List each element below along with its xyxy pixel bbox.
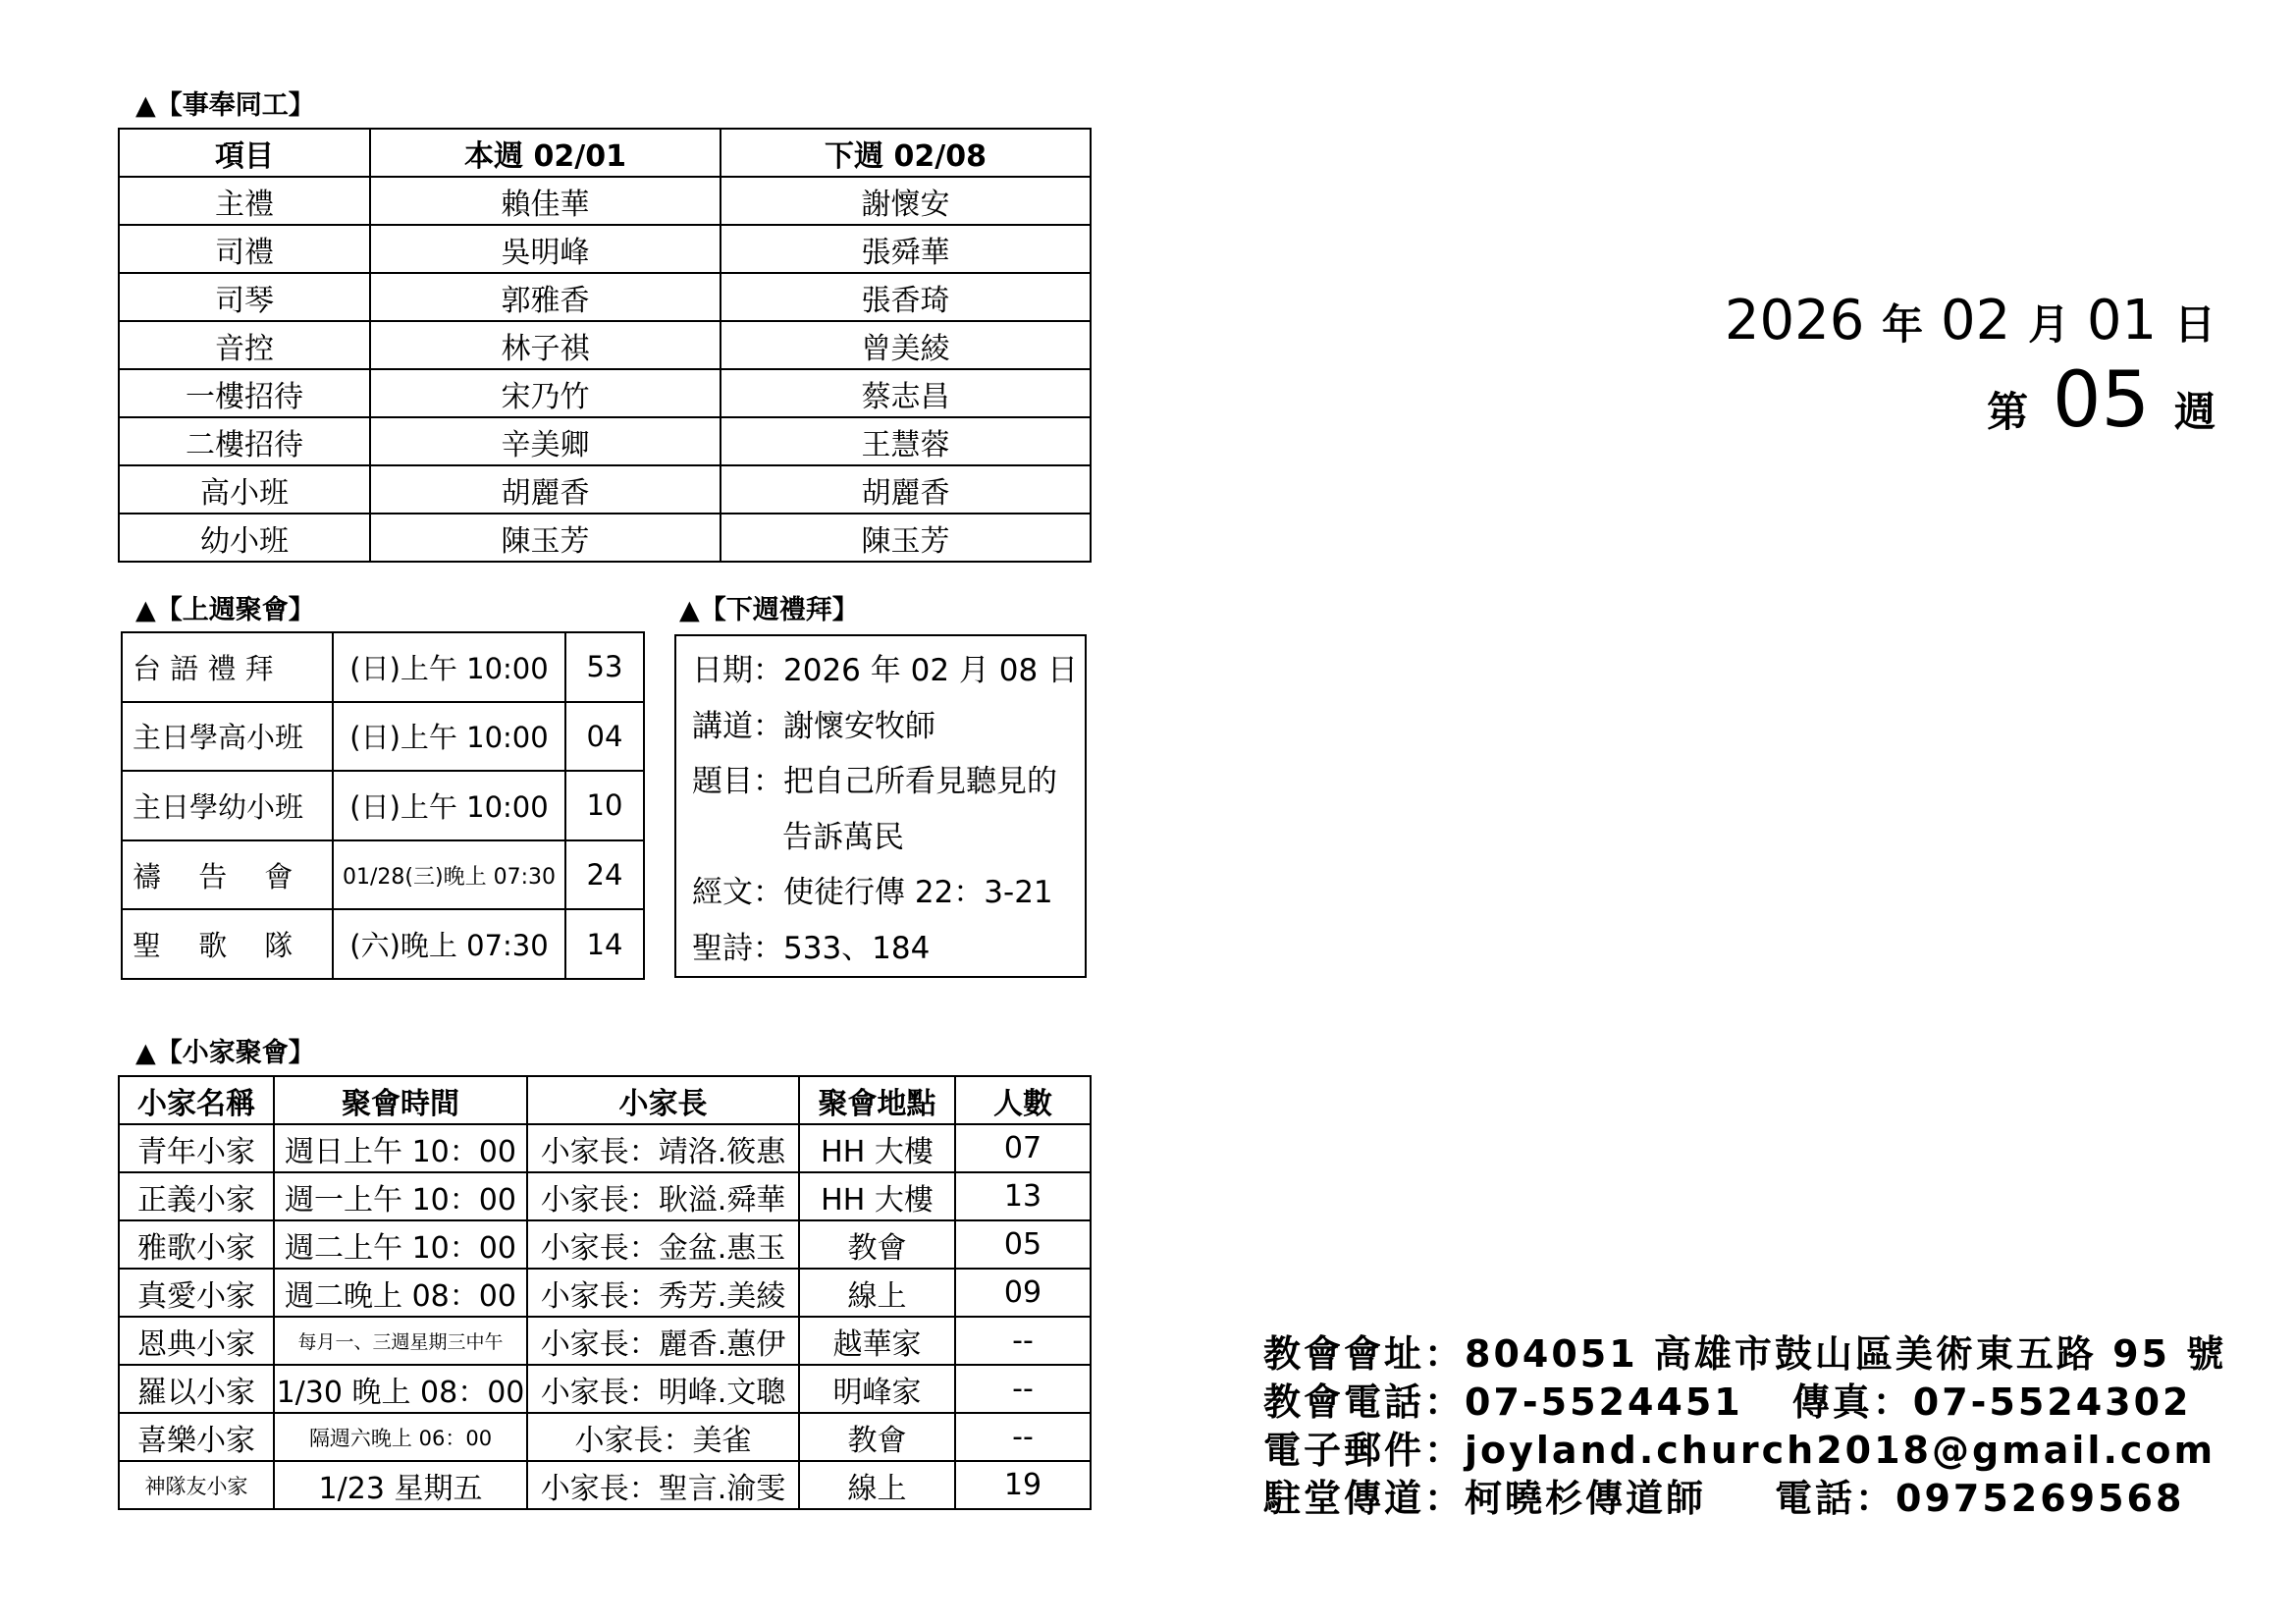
this-week-cell: 陳玉芳	[370, 514, 721, 562]
table-row	[119, 273, 1091, 321]
table-row	[122, 771, 644, 840]
next-week-box	[674, 634, 1087, 978]
group-time-cell: 每月一、三週星期三中午	[274, 1317, 527, 1365]
phone-fax-line	[1263, 1379, 2226, 1427]
group-location-cell: 明峰家	[799, 1365, 955, 1413]
this-week-cell: 宋乃竹	[370, 369, 721, 417]
day-value: 01	[2086, 289, 2158, 352]
table-row	[119, 1124, 1091, 1172]
meeting-time-cell: (日)上午 10:00	[333, 632, 565, 702]
group-location-cell: HH 大樓	[799, 1172, 955, 1220]
staff-section-title: ▲【事奉同工】	[135, 90, 315, 121]
table-row	[119, 321, 1091, 369]
table-row	[122, 702, 644, 772]
last-week-table	[121, 631, 645, 980]
role-cell: 主禮	[119, 177, 370, 225]
evangelist-line	[1263, 1475, 2226, 1523]
meeting-time-cell: (六)晚上 07:30	[333, 909, 565, 979]
evangelist-phone: 電話：0975269568	[1775, 1477, 2185, 1520]
meeting-name-cell: 禱 告 會	[122, 840, 333, 910]
attendance-cell: 04	[565, 702, 644, 772]
staff-table	[118, 128, 1092, 563]
role-cell: 音控	[119, 321, 370, 369]
next-week-cell: 蔡志昌	[721, 369, 1091, 417]
group-leader-cell: 小家長：麗香.蕙伊	[527, 1317, 799, 1365]
week-prefix: 第	[1987, 388, 2029, 436]
day-unit: 日	[2173, 300, 2216, 349]
next-week-cell: 胡麗香	[721, 465, 1091, 514]
table-row	[119, 1269, 1091, 1317]
group-name-cell: 青年小家	[119, 1124, 274, 1172]
this-week-cell: 賴佳華	[370, 177, 721, 225]
group-count-cell: 19	[955, 1461, 1091, 1509]
role-cell: 高小班	[119, 465, 370, 514]
table-row	[122, 909, 644, 979]
group-time-cell: 週二上午 10：00	[274, 1220, 527, 1269]
group-leader-cell: 小家長：聖言.渝雯	[527, 1461, 799, 1509]
group-time-cell: 週二晚上 08：00	[274, 1269, 527, 1317]
week-value: 05	[2052, 356, 2151, 445]
church-email: 電子郵件：joyland.church2018@gmail.com	[1263, 1429, 2216, 1472]
meeting-name-cell: 台 語 禮 拜	[122, 632, 333, 702]
next-week-topic-continued: 告訴萬民	[782, 819, 904, 855]
groups-section-title: ▲【小家聚會】	[135, 1038, 315, 1068]
group-leader-cell: 小家長：靖洛.筱惠	[527, 1124, 799, 1172]
next-week-date: 日期：2026 年 02 月 08 日	[692, 653, 1079, 688]
next-week-cell: 曾美綾	[721, 321, 1091, 369]
attendance-cell: 10	[565, 771, 644, 840]
next-week-topic: 題目：把自己所看見聽見的	[692, 764, 1057, 799]
table-row	[119, 1413, 1091, 1461]
group-location-cell: 線上	[799, 1461, 955, 1509]
next-week-cell: 王慧蓉	[721, 417, 1091, 465]
bulletin-week-line	[1725, 356, 2216, 452]
group-leader-cell: 小家長：金盆.惠玉	[527, 1220, 799, 1269]
group-count-cell: 09	[955, 1269, 1091, 1317]
group-location-cell: 線上	[799, 1269, 955, 1317]
this-week-cell: 胡麗香	[370, 465, 721, 514]
header-cell: 聚會時間	[274, 1076, 527, 1124]
header-cell: 小家名稱	[119, 1076, 274, 1124]
meeting-name-cell: 主日學幼小班	[122, 771, 333, 840]
year-value: 2026	[1724, 289, 1865, 352]
table-row	[122, 840, 644, 910]
group-count-cell: --	[955, 1317, 1091, 1365]
role-cell: 司禮	[119, 225, 370, 273]
group-name-cell: 雅歌小家	[119, 1220, 274, 1269]
table-row	[119, 465, 1091, 514]
table-header-row	[119, 129, 1091, 177]
week-unit: 週	[2173, 388, 2216, 436]
year-unit: 年	[1882, 300, 1924, 349]
table-header-row	[119, 1076, 1091, 1124]
role-cell: 一樓招待	[119, 369, 370, 417]
church-fax: 傳真：07-5524302	[1791, 1380, 2192, 1424]
group-location-cell: 越華家	[799, 1317, 955, 1365]
next-week-section-title: ▲【下週禮拜】	[679, 595, 859, 625]
header-cell: 本週 02/01	[370, 129, 721, 177]
group-name-cell: 真愛小家	[119, 1269, 274, 1317]
group-leader-cell: 小家長：明峰.文聰	[527, 1365, 799, 1413]
table-row	[119, 225, 1091, 273]
role-cell: 二樓招待	[119, 417, 370, 465]
bulletin-date-line	[1725, 285, 2216, 361]
group-name-cell: 正義小家	[119, 1172, 274, 1220]
this-week-cell: 辛美卿	[370, 417, 721, 465]
bulletin-date	[1725, 285, 2216, 452]
group-location-cell: 教會	[799, 1220, 955, 1269]
attendance-cell: 14	[565, 909, 644, 979]
this-week-cell: 郭雅香	[370, 273, 721, 321]
month-unit: 月	[2028, 300, 2070, 349]
group-time-cell: 1/23 星期五	[274, 1461, 527, 1509]
next-week-scripture: 經文：使徒行傳 22：3-21	[692, 875, 1053, 910]
group-count-cell: 05	[955, 1220, 1091, 1269]
group-leader-cell: 小家長：秀芳.美綾	[527, 1269, 799, 1317]
group-name-cell: 神隊友小家	[119, 1461, 274, 1509]
last-week-section-title: ▲【上週聚會】	[135, 595, 315, 625]
meeting-time-cell: (日)上午 10:00	[333, 702, 565, 772]
attendance-cell: 24	[565, 840, 644, 910]
header-cell: 項目	[119, 129, 370, 177]
next-week-cell: 陳玉芳	[721, 514, 1091, 562]
header-cell: 小家長	[527, 1076, 799, 1124]
role-cell: 司琴	[119, 273, 370, 321]
group-count-cell: 13	[955, 1172, 1091, 1220]
next-week-hymns: 聖詩：533、184	[692, 930, 931, 966]
role-cell: 幼小班	[119, 514, 370, 562]
group-time-cell: 1/30 晚上 08：00	[274, 1365, 527, 1413]
contact-info	[1263, 1330, 2226, 1523]
month-value: 02	[1941, 289, 2011, 352]
table-row	[119, 1365, 1091, 1413]
group-name-cell: 羅以小家	[119, 1365, 274, 1413]
group-name-cell: 喜樂小家	[119, 1413, 274, 1461]
table-row	[119, 1220, 1091, 1269]
table-row	[119, 177, 1091, 225]
table-row	[119, 369, 1091, 417]
next-week-cell: 張香琦	[721, 273, 1091, 321]
header-cell: 下週 02/08	[721, 129, 1091, 177]
group-count-cell: --	[955, 1413, 1091, 1461]
group-location-cell: 教會	[799, 1413, 955, 1461]
meeting-time-cell: 01/28(三)晚上 07:30	[333, 840, 565, 910]
this-week-cell: 林子祺	[370, 321, 721, 369]
table-row	[122, 632, 644, 702]
church-address: 教會會址：804051 高雄市鼓山區美術東五路 95 號	[1263, 1332, 2227, 1376]
group-time-cell: 週一上午 10：00	[274, 1172, 527, 1220]
group-leader-cell: 小家長：耿溢.舜華	[527, 1172, 799, 1220]
table-row	[119, 514, 1091, 562]
group-leader-cell: 小家長：美雀	[527, 1413, 799, 1461]
table-row	[119, 417, 1091, 465]
table-row	[119, 1461, 1091, 1509]
header-cell: 人數	[955, 1076, 1091, 1124]
group-time-cell: 隔週六晚上 06：00	[274, 1413, 527, 1461]
group-name-cell: 恩典小家	[119, 1317, 274, 1365]
meeting-name-cell: 聖 歌 隊	[122, 909, 333, 979]
next-week-cell: 張舜華	[721, 225, 1091, 273]
header-cell: 聚會地點	[799, 1076, 955, 1124]
meeting-name-cell: 主日學高小班	[122, 702, 333, 772]
group-location-cell: HH 大樓	[799, 1124, 955, 1172]
group-count-cell: --	[955, 1365, 1091, 1413]
attendance-cell: 53	[565, 632, 644, 702]
table-row	[119, 1317, 1091, 1365]
church-phone: 教會電話：07-5524451	[1263, 1380, 1743, 1424]
groups-table	[118, 1075, 1092, 1510]
meeting-time-cell: (日)上午 10:00	[333, 771, 565, 840]
next-week-cell: 謝懷安	[721, 177, 1091, 225]
next-week-preacher: 講道：謝懷安牧師	[692, 708, 935, 744]
evangelist-name: 駐堂傳道：柯曉杉傳道師	[1263, 1477, 1707, 1520]
group-count-cell: 07	[955, 1124, 1091, 1172]
group-time-cell: 週日上午 10：00	[274, 1124, 527, 1172]
table-row	[119, 1172, 1091, 1220]
this-week-cell: 吳明峰	[370, 225, 721, 273]
